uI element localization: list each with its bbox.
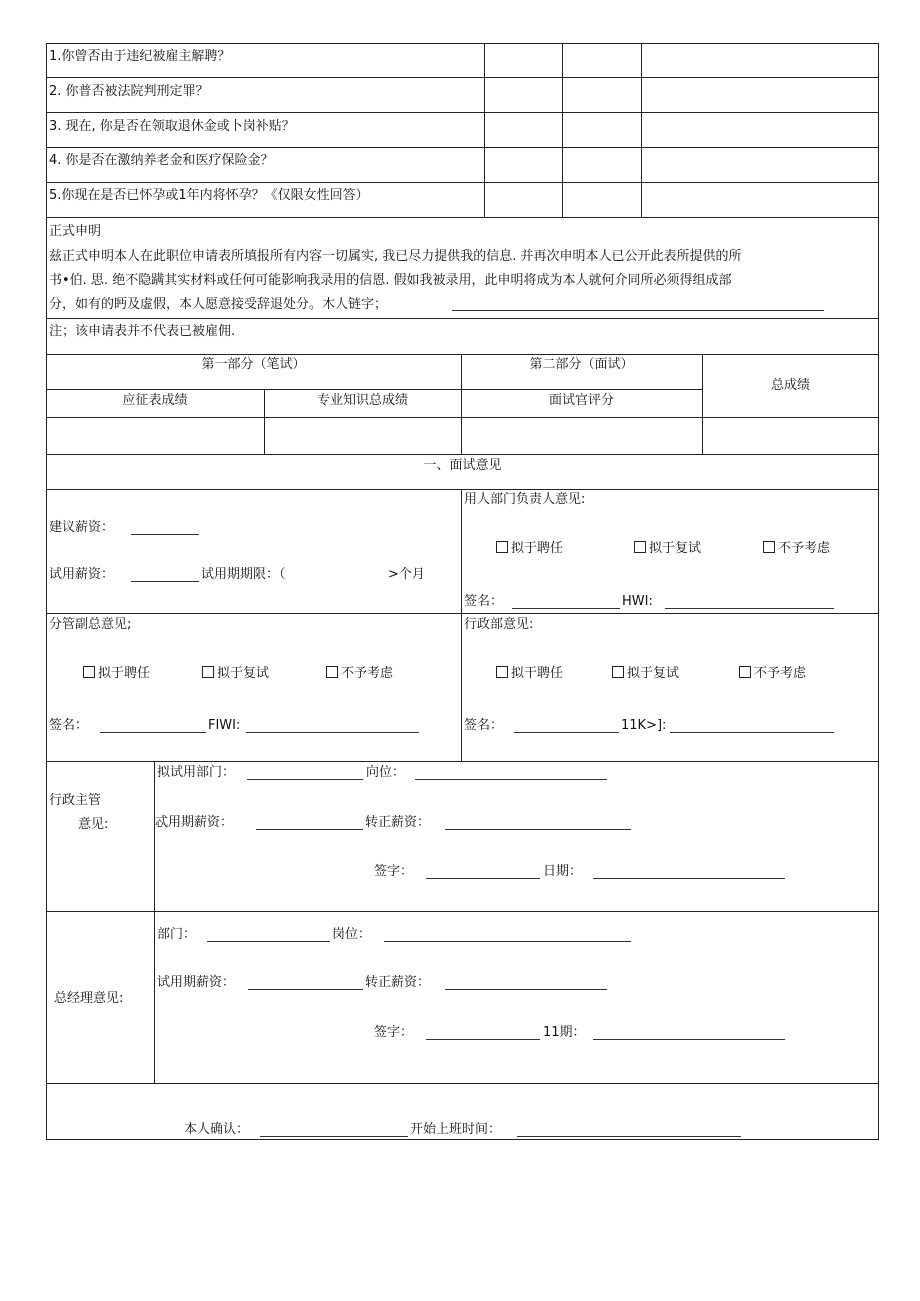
as-dept-label: 拟试用部门： (157, 765, 236, 780)
checkbox-icon (612, 666, 624, 678)
vp-reject-option[interactable] (326, 666, 393, 682)
grid-line (46, 147, 879, 148)
as-dept-field[interactable] (247, 779, 363, 780)
as-trial-salary-label: 忒用期薪资： (155, 815, 234, 830)
as-sign-field[interactable] (426, 878, 540, 879)
dept-head-sign-label: 签名： (464, 594, 504, 609)
trial-salary-field[interactable] (131, 581, 199, 582)
as-trial-salary-field[interactable] (256, 829, 363, 830)
as-regular-salary-label: 转正薪资： (365, 815, 431, 830)
dept-head-retest-option[interactable] (634, 541, 701, 557)
admin-date-field[interactable] (670, 732, 834, 733)
option-label: 不予考虑 (341, 666, 394, 681)
vp-date-label: FIWI: (208, 718, 241, 733)
vp-sign-label: 签名： (49, 718, 89, 733)
dept-head-sign-field[interactable] (512, 608, 620, 609)
score-interviewer-header: 面试官评分 (548, 393, 614, 408)
score-part1-header: 第一部分（笔试） (201, 357, 306, 372)
as-sign-label: 签字： (374, 864, 414, 879)
dept-head-label: 用人部门负责人意见: (464, 492, 586, 507)
grid-line (46, 77, 879, 78)
vp-date-field[interactable] (246, 732, 419, 733)
gm-position-label: 岗位： (332, 927, 372, 942)
admin-retest-option[interactable] (612, 666, 679, 682)
gm-date-field[interactable] (593, 1039, 785, 1040)
score-part2-header: 第二部分（面试） (529, 357, 634, 372)
admin-hire-option[interactable] (496, 666, 563, 682)
option-label: 拟干聘任 (511, 666, 564, 681)
gm-trial-salary-label: 试用期薪资： (157, 975, 236, 990)
suggest-salary-label: 建议薪资： (49, 520, 115, 535)
declaration-title: 正式申明 (49, 224, 102, 239)
vp-retest-option[interactable] (202, 666, 269, 682)
as-position-label: 向位： (366, 765, 406, 780)
dept-head-hire-option[interactable] (496, 541, 563, 557)
gm-label: 总经理意见: (54, 991, 124, 1006)
grid-line (46, 354, 879, 355)
option-label: 拟于复试 (217, 666, 270, 681)
score-form-header: 应征表成绩 (122, 393, 188, 408)
checkbox-icon (326, 666, 338, 678)
admin-date-label: 11K>]: (621, 718, 667, 733)
grid-line (46, 112, 879, 113)
question-4: 4. 你是否在激纳养老金和医疗保险金？ (49, 153, 274, 168)
option-label: 拟于复试 (627, 666, 680, 681)
checkbox-icon (739, 666, 751, 678)
declaration-line-3: 分，如有的眄及虚假，本人愿意接受辞退处分。木人链字； (49, 297, 388, 312)
checkbox-icon (763, 541, 775, 553)
dept-head-date-field[interactable] (665, 608, 834, 609)
as-position-field[interactable] (415, 779, 607, 780)
admin-supervisor-label-2: 意见: (78, 817, 109, 832)
grid-line (154, 761, 155, 1083)
trial-salary-label: 试用薪资： (49, 567, 115, 582)
score-interviewer-cell[interactable] (462, 418, 701, 453)
checkbox-icon (496, 666, 508, 678)
gm-dept-field[interactable] (207, 941, 330, 942)
admin-sign-label: 签名： (464, 718, 504, 733)
score-form-cell[interactable] (47, 418, 263, 453)
checkbox-icon (83, 666, 95, 678)
grid-line (46, 613, 879, 614)
start-date-label: 开始上班时间： (410, 1122, 502, 1137)
declaration-line-2: 书•伯. 思. 绝不隐蹒其实材料或任何可能影响我录用的信恩. 假如我被录用，此申明将成为本人就何介同所必须得组成部 (49, 273, 732, 288)
grid-line (641, 43, 642, 218)
question-3: 3. 现在, 你是否在领取退休金或卜岗补贴？ (49, 119, 295, 134)
checkbox-icon (634, 541, 646, 553)
admin-dept-label: 行政部意见: (464, 617, 534, 632)
as-date-label: 日期： (543, 864, 583, 879)
grid-line (46, 489, 879, 490)
admin-sign-field[interactable] (514, 732, 619, 733)
dept-head-date-label: HWI: (622, 594, 653, 609)
gm-trial-salary-field[interactable] (248, 989, 363, 990)
signature-line[interactable] (452, 310, 824, 311)
option-label: 拟于聘任 (511, 541, 564, 556)
trial-period-label: 试用期期限：（ (201, 567, 286, 582)
grid-line (46, 389, 702, 390)
option-label: 不予考虑 (778, 541, 831, 556)
vp-hire-option[interactable] (83, 666, 150, 682)
start-date-field[interactable] (517, 1136, 741, 1137)
option-label: 拟于聘任 (98, 666, 151, 681)
admin-supervisor-label-1: 行政主管 (49, 793, 102, 808)
as-regular-salary-field[interactable] (445, 829, 631, 830)
score-knowledge-cell[interactable] (265, 418, 460, 453)
trial-months-label: >个月 (388, 567, 425, 582)
gm-dept-label: 部门： (157, 927, 197, 942)
note-text: 注；该申请表并不代表已被雇佣. (49, 324, 236, 339)
checkbox-icon (202, 666, 214, 678)
self-confirm-label: 本人确认： (184, 1122, 250, 1137)
suggest-salary-field[interactable] (131, 534, 199, 535)
dept-head-reject-option[interactable] (763, 541, 830, 557)
gm-regular-salary-label: 转正薪资： (365, 975, 431, 990)
gm-date-label: 11期： (543, 1025, 586, 1040)
vp-sign-field[interactable] (100, 732, 206, 733)
grid-line (46, 761, 879, 762)
as-date-field[interactable] (593, 878, 785, 879)
score-knowledge-header: 专业知识总成绩 (316, 393, 408, 408)
grid-line (46, 217, 879, 218)
question-1: 1.你曾否由于违纪被雇主解聘？ (49, 49, 231, 64)
grid-line (46, 911, 879, 912)
admin-reject-option[interactable] (739, 666, 806, 682)
checkbox-icon (496, 541, 508, 553)
gm-position-field[interactable] (384, 941, 631, 942)
grid-line (46, 1083, 879, 1084)
grid-line (484, 43, 485, 218)
option-label: 不予考虑 (754, 666, 807, 681)
grid-line (562, 43, 563, 218)
vp-label: 分管副总意见; (49, 617, 132, 632)
gm-regular-salary-field[interactable] (445, 989, 607, 990)
gm-sign-label: 签字： (374, 1025, 414, 1040)
question-5: 5.你现在是否已怀孕或1年内将怀孕？《仅限女性回答） (49, 188, 369, 203)
grid-line (461, 489, 462, 761)
grid-line (46, 318, 879, 319)
option-label: 拟于复试 (649, 541, 702, 556)
declaration-line-1: 兹正式申明本人在此职位申请表所填报所有内容一切属实, 我已尽力提供我的信息. 并再次申明本人已公开此表所提供的所 (49, 249, 742, 264)
grid-line (46, 454, 879, 455)
score-total-header: 总成绩 (770, 378, 810, 393)
score-total-cell[interactable] (703, 418, 878, 453)
gm-sign-field[interactable] (426, 1039, 540, 1040)
interview-heading: 一、面试意见 (423, 458, 502, 473)
grid-line (46, 182, 879, 183)
self-confirm-field[interactable] (260, 1136, 408, 1137)
question-2: 2. 你普否被法院判刑定罪？ (49, 84, 209, 99)
